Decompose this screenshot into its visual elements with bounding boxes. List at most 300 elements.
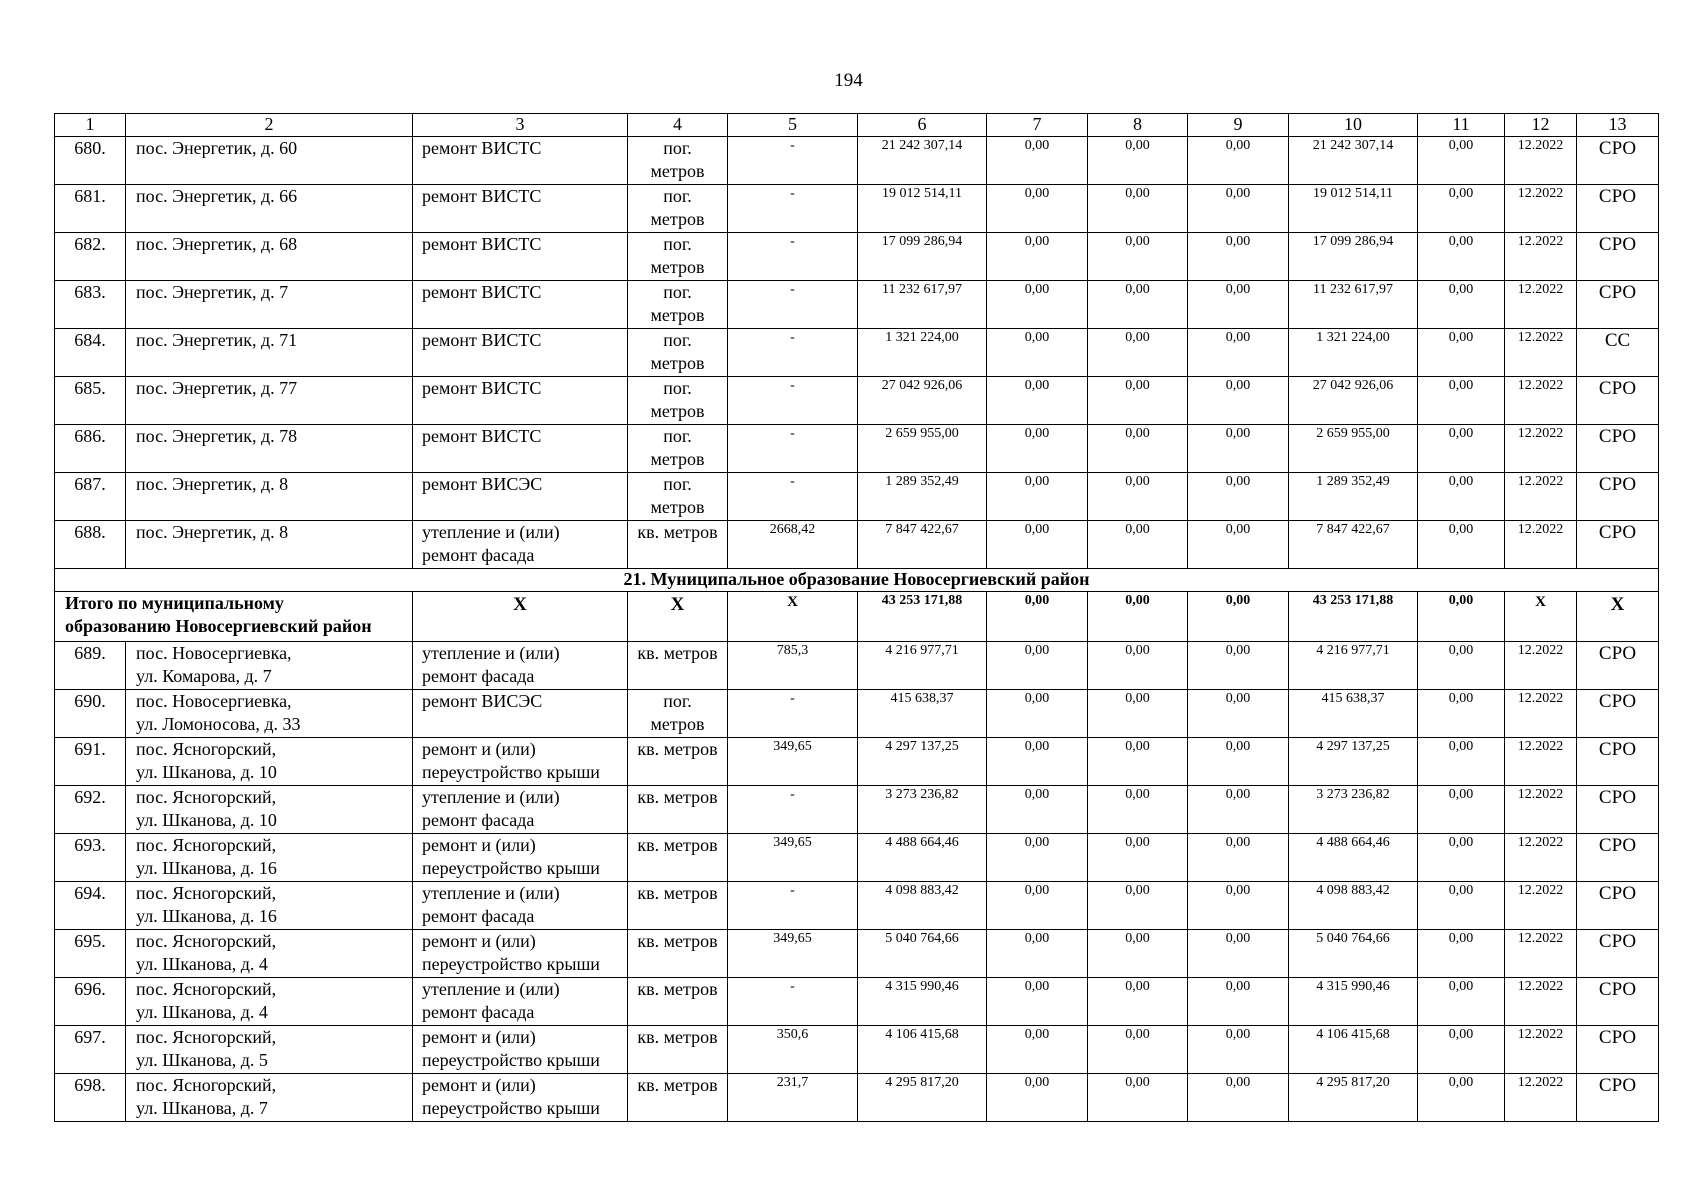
- fund-cell: 4 295 817,20: [1289, 1074, 1418, 1122]
- method-cell: СРО: [1577, 137, 1659, 185]
- work-type-line: ремонт фасада: [422, 906, 535, 926]
- column-header: 13: [1577, 114, 1659, 137]
- fund-cell: 0,00: [1088, 978, 1188, 1026]
- volume-cell: -: [728, 281, 858, 329]
- unit-cell: [628, 690, 728, 738]
- fund-cell: 0,00: [1188, 1026, 1289, 1074]
- address-line: пос. Энергетик, д. 8: [136, 522, 289, 542]
- unit-line: пог.: [663, 691, 692, 711]
- cost-cell: 3 273 236,82: [858, 786, 987, 834]
- address-line: ул. Шканова, д. 10: [136, 762, 277, 782]
- unit-cell: [628, 978, 728, 1026]
- work-type-cell: [413, 786, 628, 834]
- column-header: 10: [1289, 114, 1418, 137]
- row-number: 692.: [55, 786, 126, 834]
- total-cell: 0,00: [987, 592, 1088, 642]
- volume-cell: -: [728, 425, 858, 473]
- fund-cell: 0,00: [1418, 281, 1505, 329]
- address-line: пос. Энергетик, д. 66: [136, 186, 298, 206]
- unit-cell: [628, 137, 728, 185]
- fund-cell: 0,00: [1418, 786, 1505, 834]
- work-type-cell: [413, 473, 628, 521]
- unit-line: метров: [650, 497, 705, 517]
- fund-cell: 1 289 352,49: [1289, 473, 1418, 521]
- work-type-cell: [413, 137, 628, 185]
- fund-cell: 0,00: [1188, 473, 1289, 521]
- address-line: пос. Энергетик, д. 78: [136, 426, 298, 446]
- fund-cell: 0,00: [987, 690, 1088, 738]
- work-type-cell: [413, 521, 628, 569]
- method-cell: СС: [1577, 329, 1659, 377]
- fund-cell: 0,00: [1418, 377, 1505, 425]
- volume-cell: -: [728, 377, 858, 425]
- unit-cell: [628, 473, 728, 521]
- address-line: ул. Шканова, д. 5: [136, 1050, 268, 1070]
- fund-cell: 0,00: [1188, 425, 1289, 473]
- fund-cell: 0,00: [1418, 834, 1505, 882]
- address-line: пос. Ясногорский,: [136, 931, 277, 951]
- work-type-line: ремонт и (или): [422, 835, 536, 855]
- table-row: [55, 329, 1659, 377]
- fund-cell: 0,00: [987, 882, 1088, 930]
- total-label-line: Итого по муниципальному: [65, 593, 284, 613]
- method-cell: СРО: [1577, 930, 1659, 978]
- unit-cell: [628, 738, 728, 786]
- cost-cell: 4 295 817,20: [858, 1074, 987, 1122]
- fund-cell: 0,00: [987, 930, 1088, 978]
- method-cell: СРО: [1577, 377, 1659, 425]
- row-number: 698.: [55, 1074, 126, 1122]
- fund-cell: 17 099 286,94: [1289, 233, 1418, 281]
- work-type-cell: [413, 1026, 628, 1074]
- work-type-line: ремонт фасада: [422, 1002, 535, 1022]
- total-cell: 0,00: [1088, 592, 1188, 642]
- address-line: ул. Шканова, д. 10: [136, 810, 277, 830]
- address-cell: [126, 377, 413, 425]
- deadline-cell: 12.2022: [1505, 690, 1577, 738]
- fund-cell: 0,00: [1188, 377, 1289, 425]
- method-cell: СРО: [1577, 185, 1659, 233]
- column-header: 11: [1418, 114, 1505, 137]
- total-cell: Х: [728, 592, 858, 642]
- unit-cell: [628, 930, 728, 978]
- row-number: 690.: [55, 690, 126, 738]
- unit-line: метров: [650, 161, 705, 181]
- fund-cell: 0,00: [1188, 882, 1289, 930]
- row-number: 694.: [55, 882, 126, 930]
- row-number: 686.: [55, 425, 126, 473]
- volume-cell: -: [728, 978, 858, 1026]
- repair-program-table: [54, 113, 1659, 1122]
- row-number: 685.: [55, 377, 126, 425]
- work-type-line: ремонт и (или): [422, 931, 536, 951]
- row-number: 693.: [55, 834, 126, 882]
- unit-line: пог.: [663, 138, 692, 158]
- fund-cell: 0,00: [1188, 738, 1289, 786]
- work-type-line: утепление и (или): [422, 883, 560, 903]
- unit-line: кв. метров: [637, 643, 718, 663]
- volume-cell: -: [728, 786, 858, 834]
- deadline-cell: 12.2022: [1505, 281, 1577, 329]
- deadline-cell: 12.2022: [1505, 137, 1577, 185]
- unit-line: пог.: [663, 282, 692, 302]
- total-cell: Х: [1577, 592, 1659, 642]
- column-header: 6: [858, 114, 987, 137]
- volume-cell: -: [728, 329, 858, 377]
- work-type-cell: [413, 738, 628, 786]
- unit-line: пог.: [663, 474, 692, 494]
- fund-cell: 0,00: [1418, 978, 1505, 1026]
- address-line: пос. Ясногорский,: [136, 739, 277, 759]
- work-type-line: переустройство крыши: [422, 858, 600, 878]
- fund-cell: 2 659 955,00: [1289, 425, 1418, 473]
- column-header: 8: [1088, 114, 1188, 137]
- deadline-cell: 12.2022: [1505, 185, 1577, 233]
- deadline-cell: 12.2022: [1505, 377, 1577, 425]
- method-cell: СРО: [1577, 521, 1659, 569]
- table-row: [55, 233, 1659, 281]
- row-number: 691.: [55, 738, 126, 786]
- work-type-line: утепление и (или): [422, 979, 560, 999]
- address-cell: [126, 233, 413, 281]
- column-header: 3: [413, 114, 628, 137]
- fund-cell: 0,00: [987, 521, 1088, 569]
- table-row: [55, 690, 1659, 738]
- address-cell: [126, 521, 413, 569]
- unit-line: кв. метров: [637, 883, 718, 903]
- work-type-cell: [413, 1074, 628, 1122]
- fund-cell: 4 098 883,42: [1289, 882, 1418, 930]
- work-type-line: ремонт ВИСТС: [422, 282, 542, 302]
- address-cell: [126, 1026, 413, 1074]
- unit-line: кв. метров: [637, 1027, 718, 1047]
- cost-cell: 21 242 307,14: [858, 137, 987, 185]
- work-type-cell: [413, 233, 628, 281]
- cost-cell: 19 012 514,11: [858, 185, 987, 233]
- method-cell: СРО: [1577, 834, 1659, 882]
- address-line: пос. Ясногорский,: [136, 1075, 277, 1095]
- column-header: 1: [55, 114, 126, 137]
- unit-cell: [628, 521, 728, 569]
- total-cell: Х: [1505, 592, 1577, 642]
- deadline-cell: 12.2022: [1505, 978, 1577, 1026]
- work-type-line: ремонт ВИСТС: [422, 426, 542, 446]
- method-cell: СРО: [1577, 690, 1659, 738]
- work-type-line: переустройство крыши: [422, 762, 600, 782]
- work-type-cell: [413, 642, 628, 690]
- fund-cell: 0,00: [987, 233, 1088, 281]
- fund-cell: 0,00: [1188, 786, 1289, 834]
- address-line: ул. Ломоносова, д. 33: [136, 714, 301, 734]
- address-line: пос. Энергетик, д. 68: [136, 234, 298, 254]
- fund-cell: 0,00: [987, 1074, 1088, 1122]
- row-number: 687.: [55, 473, 126, 521]
- volume-cell: -: [728, 882, 858, 930]
- fund-cell: 0,00: [987, 473, 1088, 521]
- address-cell: [126, 281, 413, 329]
- cost-cell: 17 099 286,94: [858, 233, 987, 281]
- fund-cell: 0,00: [1188, 329, 1289, 377]
- address-line: ул. Шканова, д. 4: [136, 954, 268, 974]
- method-cell: СРО: [1577, 425, 1659, 473]
- total-cell: 0,00: [1418, 592, 1505, 642]
- work-type-cell: [413, 834, 628, 882]
- fund-cell: 0,00: [1188, 834, 1289, 882]
- unit-line: метров: [650, 305, 705, 325]
- address-cell: [126, 473, 413, 521]
- address-line: ул. Шканова, д. 4: [136, 1002, 268, 1022]
- work-type-line: утепление и (или): [422, 522, 560, 542]
- cost-cell: 5 040 764,66: [858, 930, 987, 978]
- table-row: [55, 882, 1659, 930]
- address-cell: [126, 786, 413, 834]
- unit-cell: [628, 1074, 728, 1122]
- fund-cell: 0,00: [987, 185, 1088, 233]
- fund-cell: 0,00: [1418, 1026, 1505, 1074]
- work-type-line: ремонт ВИСТС: [422, 330, 542, 350]
- cost-cell: 415 638,37: [858, 690, 987, 738]
- fund-cell: 0,00: [1188, 930, 1289, 978]
- column-header: 5: [728, 114, 858, 137]
- row-number: 683.: [55, 281, 126, 329]
- address-cell: [126, 329, 413, 377]
- address-line: пос. Энергетик, д. 7: [136, 282, 289, 302]
- address-line: ул. Комарова, д. 7: [136, 666, 272, 686]
- address-line: пос. Энергетик, д. 8: [136, 474, 289, 494]
- column-header: 2: [126, 114, 413, 137]
- cost-cell: 27 042 926,06: [858, 377, 987, 425]
- total-cell: 43 253 171,88: [1289, 592, 1418, 642]
- method-cell: СРО: [1577, 642, 1659, 690]
- column-number-header-row: [55, 114, 1659, 137]
- fund-cell: 0,00: [1088, 425, 1188, 473]
- unit-cell: [628, 377, 728, 425]
- table-row: [55, 137, 1659, 185]
- fund-cell: 0,00: [987, 786, 1088, 834]
- deadline-cell: 12.2022: [1505, 233, 1577, 281]
- address-cell: [126, 1074, 413, 1122]
- method-cell: СРО: [1577, 786, 1659, 834]
- work-type-line: ремонт и (или): [422, 739, 536, 759]
- fund-cell: 0,00: [1088, 281, 1188, 329]
- fund-cell: 19 012 514,11: [1289, 185, 1418, 233]
- deadline-cell: 12.2022: [1505, 425, 1577, 473]
- address-line: ул. Шканова, д. 7: [136, 1098, 268, 1118]
- fund-cell: 0,00: [1188, 137, 1289, 185]
- method-cell: СРО: [1577, 281, 1659, 329]
- table-row: [55, 738, 1659, 786]
- fund-cell: 0,00: [1418, 642, 1505, 690]
- volume-cell: 2668,42: [728, 521, 858, 569]
- method-cell: СРО: [1577, 233, 1659, 281]
- work-type-line: ремонт и (или): [422, 1027, 536, 1047]
- table-row: [55, 1074, 1659, 1122]
- fund-cell: 0,00: [1088, 690, 1188, 738]
- address-line: пос. Энергетик, д. 60: [136, 138, 298, 158]
- unit-line: метров: [650, 209, 705, 229]
- work-type-line: ремонт ВИСТС: [422, 378, 542, 398]
- volume-cell: 349,65: [728, 738, 858, 786]
- deadline-cell: 12.2022: [1505, 473, 1577, 521]
- work-type-line: утепление и (или): [422, 787, 560, 807]
- total-label: [55, 592, 413, 642]
- unit-cell: [628, 786, 728, 834]
- method-cell: СРО: [1577, 1074, 1659, 1122]
- column-header: 9: [1188, 114, 1289, 137]
- work-type-line: ремонт ВИСЭС: [422, 691, 543, 711]
- address-line: пос. Ясногорский,: [136, 787, 277, 807]
- total-cell: 0,00: [1188, 592, 1289, 642]
- unit-cell: [628, 642, 728, 690]
- fund-cell: 0,00: [1088, 930, 1188, 978]
- column-header: 7: [987, 114, 1088, 137]
- address-cell: [126, 834, 413, 882]
- deadline-cell: 12.2022: [1505, 882, 1577, 930]
- row-number: 684.: [55, 329, 126, 377]
- address-line: пос. Новосергиевка,: [136, 643, 292, 663]
- volume-cell: -: [728, 185, 858, 233]
- column-header: 12: [1505, 114, 1577, 137]
- unit-line: метров: [650, 401, 705, 421]
- address-cell: [126, 137, 413, 185]
- table-row: [55, 978, 1659, 1026]
- row-number: 688.: [55, 521, 126, 569]
- fund-cell: 0,00: [1188, 690, 1289, 738]
- work-type-cell: [413, 930, 628, 978]
- address-line: пос. Энергетик, д. 77: [136, 378, 298, 398]
- cost-cell: 4 315 990,46: [858, 978, 987, 1026]
- fund-cell: 0,00: [987, 137, 1088, 185]
- cost-cell: 1 289 352,49: [858, 473, 987, 521]
- method-cell: СРО: [1577, 473, 1659, 521]
- address-line: ул. Шканова, д. 16: [136, 906, 277, 926]
- fund-cell: 0,00: [1088, 137, 1188, 185]
- address-line: пос. Ясногорский,: [136, 979, 277, 999]
- deadline-cell: 12.2022: [1505, 1026, 1577, 1074]
- table-row: [55, 521, 1659, 569]
- fund-cell: 0,00: [1418, 137, 1505, 185]
- fund-cell: 0,00: [987, 1026, 1088, 1074]
- work-type-cell: [413, 377, 628, 425]
- work-type-line: ремонт ВИСТС: [422, 138, 542, 158]
- fund-cell: 0,00: [1188, 642, 1289, 690]
- address-cell: [126, 690, 413, 738]
- deadline-cell: 12.2022: [1505, 930, 1577, 978]
- volume-cell: 231,7: [728, 1074, 858, 1122]
- page-number: 194: [834, 70, 863, 91]
- fund-cell: 0,00: [1188, 521, 1289, 569]
- deadline-cell: 12.2022: [1505, 738, 1577, 786]
- unit-line: пог.: [663, 378, 692, 398]
- work-type-line: утепление и (или): [422, 643, 560, 663]
- unit-line: пог.: [663, 234, 692, 254]
- address-line: пос. Ясногорский,: [136, 835, 277, 855]
- unit-cell: [628, 281, 728, 329]
- fund-cell: 0,00: [1188, 185, 1289, 233]
- method-cell: СРО: [1577, 882, 1659, 930]
- table-row: [55, 786, 1659, 834]
- unit-line: кв. метров: [637, 979, 718, 999]
- fund-cell: 0,00: [987, 978, 1088, 1026]
- total-row: [55, 592, 1659, 642]
- fund-cell: 4 106 415,68: [1289, 1026, 1418, 1074]
- table-row: [55, 642, 1659, 690]
- address-cell: [126, 978, 413, 1026]
- volume-cell: -: [728, 473, 858, 521]
- fund-cell: 0,00: [987, 834, 1088, 882]
- fund-cell: 0,00: [1088, 642, 1188, 690]
- address-cell: [126, 185, 413, 233]
- fund-cell: 0,00: [1418, 233, 1505, 281]
- fund-cell: 0,00: [1088, 473, 1188, 521]
- total-cell: Х: [628, 592, 728, 642]
- work-type-cell: [413, 329, 628, 377]
- volume-cell: 349,65: [728, 930, 858, 978]
- total-cell: 43 253 171,88: [858, 592, 987, 642]
- cost-cell: 4 488 664,46: [858, 834, 987, 882]
- address-line: пос. Энергетик, д. 71: [136, 330, 298, 350]
- unit-cell: [628, 882, 728, 930]
- fund-cell: 0,00: [1418, 425, 1505, 473]
- unit-line: кв. метров: [637, 1075, 718, 1095]
- unit-cell: [628, 233, 728, 281]
- fund-cell: 0,00: [1088, 834, 1188, 882]
- address-cell: [126, 425, 413, 473]
- volume-cell: -: [728, 690, 858, 738]
- address-cell: [126, 642, 413, 690]
- work-type-line: ремонт ВИСТС: [422, 186, 542, 206]
- address-line: пос. Новосергиевка,: [136, 691, 292, 711]
- address-cell: [126, 738, 413, 786]
- unit-cell: [628, 185, 728, 233]
- table-row: [55, 377, 1659, 425]
- fund-cell: 21 242 307,14: [1289, 137, 1418, 185]
- unit-cell: [628, 329, 728, 377]
- column-header: 4: [628, 114, 728, 137]
- row-number: 680.: [55, 137, 126, 185]
- fund-cell: 5 040 764,66: [1289, 930, 1418, 978]
- fund-cell: 0,00: [987, 642, 1088, 690]
- deadline-cell: 12.2022: [1505, 834, 1577, 882]
- fund-cell: 0,00: [1088, 738, 1188, 786]
- fund-cell: 0,00: [1418, 690, 1505, 738]
- volume-cell: 350,6: [728, 1026, 858, 1074]
- fund-cell: 4 216 977,71: [1289, 642, 1418, 690]
- fund-cell: 11 232 617,97: [1289, 281, 1418, 329]
- table-row: [55, 281, 1659, 329]
- cost-cell: 4 098 883,42: [858, 882, 987, 930]
- fund-cell: 4 315 990,46: [1289, 978, 1418, 1026]
- row-number: 689.: [55, 642, 126, 690]
- volume-cell: -: [728, 233, 858, 281]
- unit-line: кв. метров: [637, 835, 718, 855]
- volume-cell: 785,3: [728, 642, 858, 690]
- row-number: 681.: [55, 185, 126, 233]
- fund-cell: 0,00: [1088, 882, 1188, 930]
- unit-line: метров: [650, 257, 705, 277]
- deadline-cell: 12.2022: [1505, 521, 1577, 569]
- fund-cell: 4 297 137,25: [1289, 738, 1418, 786]
- fund-cell: 0,00: [987, 425, 1088, 473]
- unit-line: кв. метров: [637, 522, 718, 542]
- fund-cell: 0,00: [1418, 882, 1505, 930]
- volume-cell: -: [728, 137, 858, 185]
- fund-cell: 0,00: [1088, 521, 1188, 569]
- fund-cell: 0,00: [1188, 233, 1289, 281]
- fund-cell: 0,00: [987, 329, 1088, 377]
- unit-line: пог.: [663, 330, 692, 350]
- row-number: 682.: [55, 233, 126, 281]
